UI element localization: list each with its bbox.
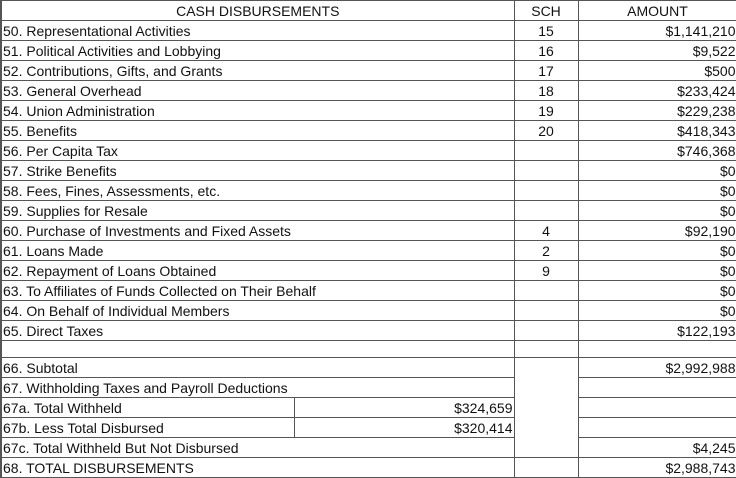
- row-sch: 16: [514, 41, 578, 61]
- table-row: [1, 161, 736, 181]
- less-disbursed-row: [1, 418, 736, 438]
- row-label: 61. Loans Made: [1, 241, 514, 261]
- total-withheld-value: $324,659: [294, 398, 514, 418]
- row-label: 56. Per Capita Tax: [1, 141, 514, 161]
- total-amount: $2,988,743: [578, 458, 736, 478]
- row-sch: [514, 161, 578, 181]
- spacer-cell: [1, 341, 514, 358]
- row-amount: $122,193: [578, 321, 736, 341]
- table-row: [1, 21, 736, 41]
- total-withheld-label: 67a. Total Withheld: [1, 398, 294, 418]
- row-sch: [514, 181, 578, 201]
- row-label: 64. On Behalf of Individual Members: [1, 301, 514, 321]
- row-label: 60. Purchase of Investments and Fixed Assets: [1, 221, 514, 241]
- row-amount: $0: [578, 261, 736, 281]
- row-amount: $0: [578, 161, 736, 181]
- row-amount: $1,141,210: [578, 21, 736, 41]
- not-disbursed-row: [1, 438, 736, 458]
- table-row: [1, 281, 736, 301]
- amount-header: AMOUNT: [578, 1, 736, 21]
- sch-blank-cell: [514, 358, 578, 458]
- row-sch: 20: [514, 121, 578, 141]
- total-row: [1, 458, 736, 478]
- total-withheld-row: [1, 398, 736, 418]
- row-label: 52. Contributions, Gifts, and Grants: [1, 61, 514, 81]
- row-amount: $0: [578, 241, 736, 261]
- row-amount: $0: [578, 301, 736, 321]
- row-label: 58. Fees, Fines, Assessments, etc.: [1, 181, 514, 201]
- row-sch: [514, 201, 578, 221]
- table-row: [1, 261, 736, 281]
- row-sch: [514, 281, 578, 301]
- table-row: [1, 61, 736, 81]
- table-row: [1, 201, 736, 221]
- row-sch: 2: [514, 241, 578, 261]
- row-label: 65. Direct Taxes: [1, 321, 514, 341]
- row-label: 53. General Overhead: [1, 81, 514, 101]
- table-row: [1, 181, 736, 201]
- row-sch: [514, 141, 578, 161]
- subtotal-amount: $2,992,988: [578, 358, 736, 378]
- table-row: [1, 301, 736, 321]
- row-label: 50. Representational Activities: [1, 21, 514, 41]
- less-disbursed-label: 67b. Less Total Disbursed: [1, 418, 294, 438]
- row-sch: 4: [514, 221, 578, 241]
- subtotal-row: [1, 358, 736, 378]
- row-sch: 19: [514, 101, 578, 121]
- subtotal-label: 66. Subtotal: [1, 358, 514, 378]
- row-amount: $92,190: [578, 221, 736, 241]
- row-sch: 15: [514, 21, 578, 41]
- withholding-row: [1, 378, 736, 398]
- less-disbursed-amount: [578, 418, 736, 438]
- table-row: [1, 121, 736, 141]
- not-disbursed-label: 67c. Total Withheld But Not Disbursed: [1, 438, 514, 458]
- row-label: 54. Union Administration: [1, 101, 514, 121]
- spacer-cell: [578, 341, 736, 358]
- table-row: [1, 81, 736, 101]
- row-amount: $746,368: [578, 141, 736, 161]
- table-row: [1, 221, 736, 241]
- row-sch: [514, 321, 578, 341]
- row-amount: $233,424: [578, 81, 736, 101]
- spacer-cell: [514, 341, 578, 358]
- row-amount: $229,238: [578, 101, 736, 121]
- table-row: [1, 241, 736, 261]
- row-amount: $0: [578, 201, 736, 221]
- row-label: 51. Political Activities and Lobbying: [1, 41, 514, 61]
- row-label: 62. Repayment of Loans Obtained: [1, 261, 514, 281]
- row-sch: 17: [514, 61, 578, 81]
- table-row: [1, 141, 736, 161]
- row-amount: $0: [578, 281, 736, 301]
- table-row: [1, 321, 736, 341]
- not-disbursed-amount: $4,245: [578, 438, 736, 458]
- less-disbursed-value: $320,414: [294, 418, 514, 438]
- spacer-row: [1, 341, 736, 358]
- header-row: [1, 1, 736, 21]
- withholding-amount: [578, 378, 736, 398]
- row-sch: 9: [514, 261, 578, 281]
- row-label: 55. Benefits: [1, 121, 514, 141]
- row-sch: [514, 301, 578, 321]
- row-amount: $500: [578, 61, 736, 81]
- row-label: 63. To Affiliates of Funds Collected on Their Behalf: [1, 281, 514, 301]
- total-withheld-amount: [578, 398, 736, 418]
- row-sch: 18: [514, 81, 578, 101]
- title-header: CASH DISBURSEMENTS: [1, 1, 514, 21]
- table-row: [1, 101, 736, 121]
- row-amount: $0: [578, 181, 736, 201]
- row-label: 59. Supplies for Resale: [1, 201, 514, 221]
- total-sch: [514, 458, 578, 478]
- row-amount: $9,522: [578, 41, 736, 61]
- sch-header: SCH: [514, 1, 578, 21]
- table-row: [1, 41, 736, 61]
- row-amount: $418,343: [578, 121, 736, 141]
- withholding-label: 67. Withholding Taxes and Payroll Deductions: [1, 378, 514, 398]
- total-label: 68. TOTAL DISBURSEMENTS: [1, 458, 514, 478]
- row-label: 57. Strike Benefits: [1, 161, 514, 181]
